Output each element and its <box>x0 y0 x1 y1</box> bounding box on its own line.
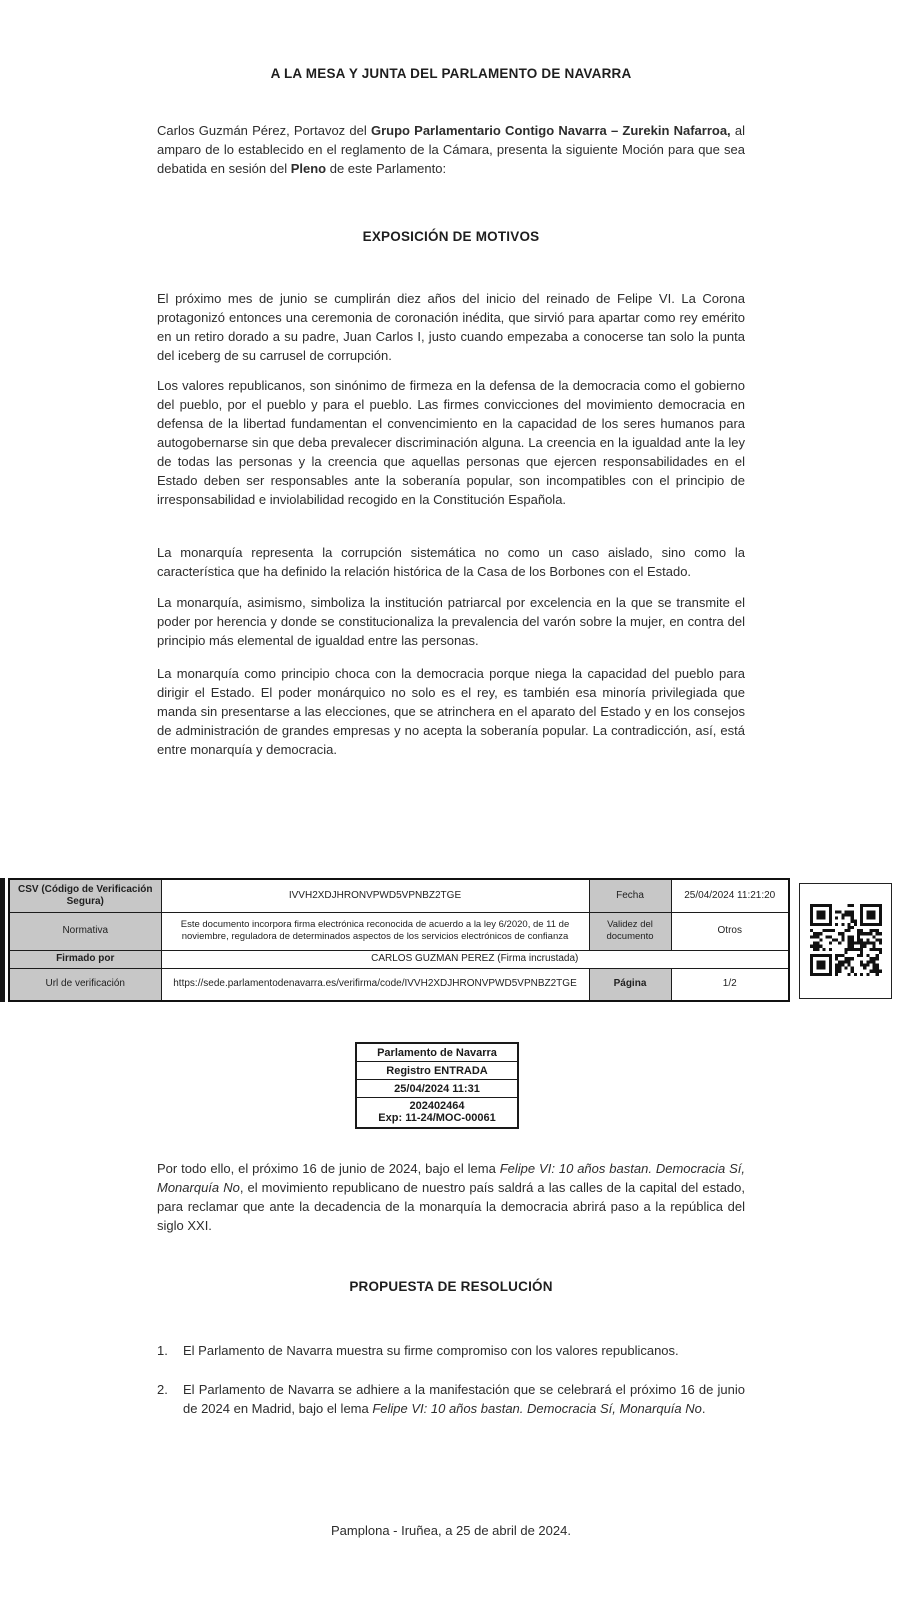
firmado-value: CARLOS GUZMAN PEREZ (Firma incrustada) <box>161 950 789 968</box>
table-row <box>9 912 789 950</box>
url-value: https://sede.parlamentodenavarra.es/verifirma/code/IVVH2XDJHRONVPWD5VPNBZ2TGE <box>161 968 589 1001</box>
stamp-registry-number: 202402464 <box>409 1100 465 1112</box>
validez-value: Otros <box>671 912 789 950</box>
table-row <box>9 968 789 1001</box>
normativa-value: Este documento incorpora firma electrónica reconocida de acuerdo a la ley 6/2020, de 11 de noviembre, reguladora de determinados aspectos de los servicios electrónicos de confianza <box>161 912 589 950</box>
closing-date-line: Pamplona - Iruñea, a 25 de abril de 2024. <box>331 1523 571 1538</box>
document-title: A LA MESA Y JUNTA DEL PARLAMENTO DE NAVARRA <box>270 66 632 81</box>
stamp-datetime: 25/04/2024 11:31 <box>357 1080 517 1098</box>
por-todo-ello-paragraph: Por todo ello, el próximo 16 de junio de 2024, bajo el lema Felipe VI: 10 años bastan. Democracia Sí, Monarquía No, el movimiento republicano de nuestro país saldrá a las calles de la capital del estado, para reclamar que ante la decadencia de la monarquía la democracia abrirá paso a la república del siglo XXI. <box>157 1161 745 1233</box>
stamp-registro-entrada: Registro ENTRADA <box>357 1062 517 1080</box>
motives-paragraph-4: La monarquía, asimismo, simboliza la institución patriarcal por excelencia en la que se transmite el poder por herencia y donde se constitucionaliza la prevalencia del varón sobre la mujer, en contra del principio más elemental de igualdad entre las personas. <box>157 595 745 648</box>
normativa-label: Normativa <box>9 912 161 950</box>
intro-paragraph: Carlos Guzmán Pérez, Portavoz del Grupo Parlamentario Contigo Navarra – Zurekin Nafarroa, al amparo de lo establecido en el reglamento de la Cámara, presenta la siguiente Moción para que sea debatida en sesión del Pleno de este Parlamento: <box>157 123 745 176</box>
csv-verification-table <box>8 878 788 1002</box>
resolution-item-number: 2. <box>157 1382 168 1397</box>
registry-entry-stamp <box>355 1042 519 1129</box>
motives-paragraph-5: La monarquía como principio choca con la democracia porque niega la capacidad del pueblo para dirigir el Estado. El poder monárquico no solo es el rey, es también esa minoría privilegiada que manda sin presentarse a las elecciones, que se atrinchera en el aparato del Estado y en los consejos de administración de grandes empresas y no acepta la soberanía popular. La contradicción, así, está entre monarquía y democracia. <box>157 666 745 757</box>
resolution-item-text: El Parlamento de Navarra se adhiere a la manifestación que se celebrará el próximo 16 de junio de 2024 en Madrid, bajo el lema Felipe VI: 10 años bastan. Democracia Sí, Monarquía No. <box>183 1382 745 1416</box>
firmado-label: Firmado por <box>9 950 161 968</box>
fecha-label: Fecha <box>589 879 671 912</box>
table-row <box>9 879 789 912</box>
resolution-item-2 <box>157 1380 745 1418</box>
motives-paragraph-2: Los valores republicanos, son sinónimo de firmeza en la defensa de la democracia como el gobierno del pueblo, por el pueblo y para el pueblo. Las firmes convicciones del movimiento democracia en defensa de la libertad fundamentan el convencimiento en la capacidad de los seres humanos para autogobernarse sin que deba prevalecer discriminación alguna. La creencia en la igualdad ante la ley de todas las personas y la creencia que aquellas personas que ejercen responsabilidades en el Estado deben ser responsables ante la soberanía popular, son incompatibles con el principio de irresponsabilidad e inviolabilidad recogido en la Constitución Española. <box>157 378 745 507</box>
table-left-edge-bar <box>0 878 5 1002</box>
resolution-heading: PROPUESTA DE RESOLUCIÓN <box>349 1279 553 1294</box>
motives-paragraph-3: La monarquía representa la corrupción sistemática no como un caso aislado, sino como la característica que ha definido la relación histórica de la Casa de los Borbones con el Estado. <box>157 545 745 579</box>
resolution-item-text: El Parlamento de Navarra muestra su firme compromiso con los valores republicanos. <box>183 1343 679 1358</box>
pagina-label: Página <box>589 968 671 1001</box>
resolution-item-1 <box>157 1341 745 1360</box>
stamp-exp-number: Exp: 11-24/MOC-00061 <box>378 1112 496 1124</box>
validez-label: Validez del documento <box>589 912 671 950</box>
stamp-expediente <box>357 1098 517 1127</box>
table-row <box>9 950 789 968</box>
csv-value: IVVH2XDJHRONVPWD5VPNBZ2TGE <box>161 879 589 912</box>
resolution-item-number: 1. <box>157 1343 168 1358</box>
qr-code-box <box>799 883 892 999</box>
motives-paragraph-1: El próximo mes de junio se cumplirán diez años del inicio del reinado de Felipe VI. La Corona protagonizó entonces una ceremonia de coronación inédita, que sirvió para apartar como rey emérito en un retiro dorado a su padre, Juan Carlos I, justo cuando empezaba a conocerse tan solo la punta del iceberg de su carrusel de corrupción. <box>157 291 745 363</box>
qr-code-icon <box>810 904 882 976</box>
stamp-institution: Parlamento de Navarra <box>357 1044 517 1062</box>
pagina-value: 1/2 <box>671 968 789 1001</box>
csv-label: CSV (Código de Verificación Segura) <box>9 879 161 912</box>
fecha-value: 25/04/2024 11:21:20 <box>671 879 789 912</box>
motives-heading: EXPOSICIÓN DE MOTIVOS <box>362 229 540 244</box>
url-label: Url de verificación <box>9 968 161 1001</box>
